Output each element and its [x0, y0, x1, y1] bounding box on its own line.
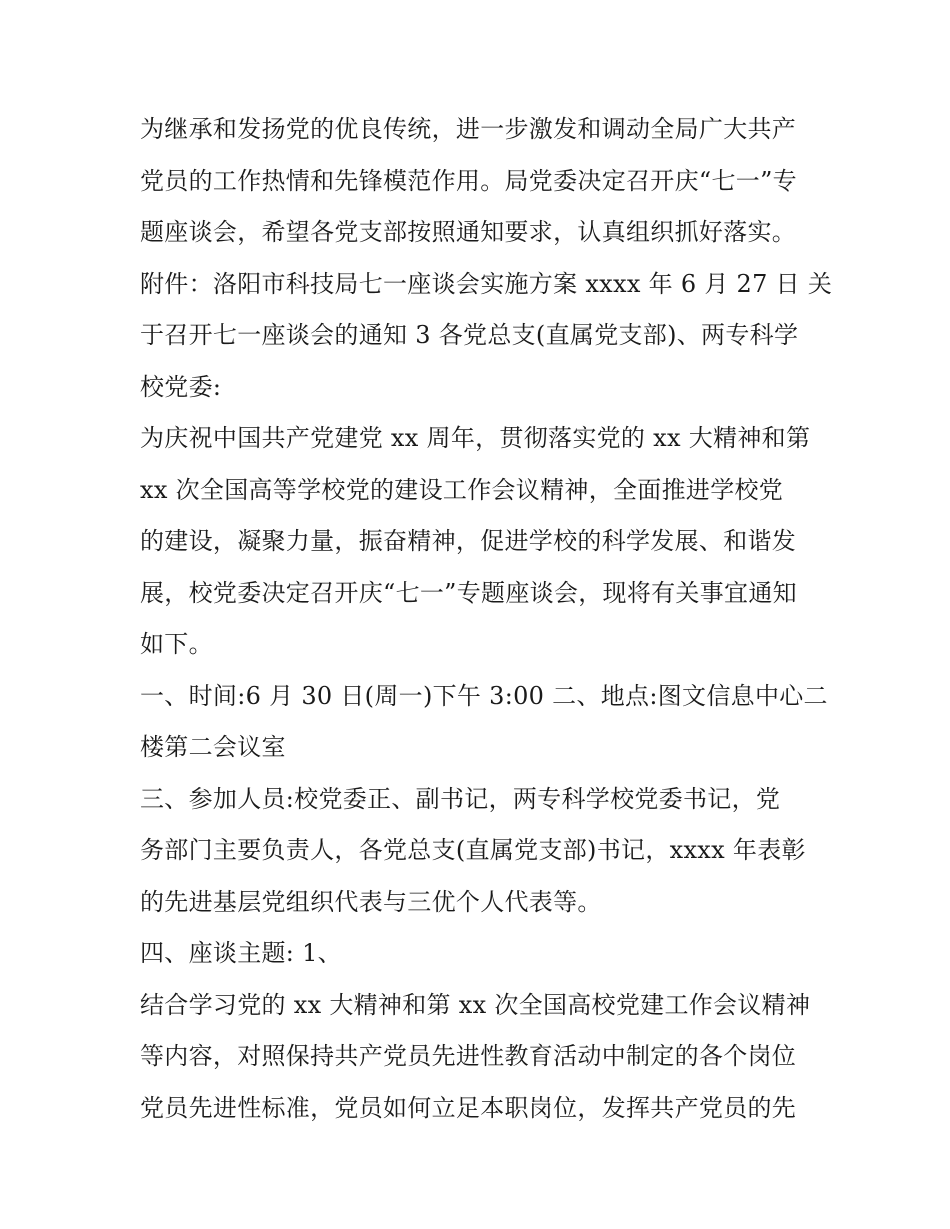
- text-line: 结合学习党的 xx 大精神和第 xx 次全国高校党建工作会议精神: [140, 990, 811, 1019]
- text-line: 于召开七一座谈会的通知 3 各党总支(直属党支部)、两专科学: [140, 321, 799, 349]
- text-line: 等内容，对照保持共产党员先进性教育活动中制定的各个岗位: [140, 1042, 797, 1070]
- text-line: 为庆祝中国共产党建党 xx 周年，贯彻落实党的 xx 大精神和第: [140, 424, 811, 452]
- text-line: xx 次全国高等学校党的建设工作会议精神，全面推进学校党: [140, 475, 784, 504]
- text-line: 务部门主要负责人，各党总支(直属党支部)书记，xxxx 年表彰: [140, 836, 806, 864]
- text-line: 党员先进性标准，党员如何立足本职岗位，发挥共产党员的先: [140, 1093, 797, 1122]
- document-body: [140, 104, 833, 1134]
- text-line: 三、参加人员:校党委正、副书记，两专科学校党委书记，党: [140, 784, 781, 813]
- text-line: 四、座谈主题: 1、: [140, 939, 342, 967]
- text-line: 党员的工作热情和先锋模范作用。局党委决定召开庆“七一”专: [140, 166, 797, 195]
- text-line: 的先进基层党组织代表与三优个人代表等。: [140, 887, 602, 916]
- text-line: 展，校党委决定召开庆“七一”专题座谈会，现将有关事宜通知: [140, 578, 797, 607]
- text-line: 楼第二会议室: [140, 733, 286, 761]
- text-line: 为继承和发扬党的优良传统，进一步激发和调动全局广大共产: [140, 115, 797, 143]
- text-line: 附件：洛阳市科技局七一座谈会实施方案 xxxx 年 6 月 27 日 关: [140, 269, 833, 298]
- text-line: 校党委:: [140, 372, 222, 401]
- text-line: 如下。: [140, 630, 213, 658]
- text-line: 的建设，凝聚力量，振奋精神，促进学校的科学发展、和谐发: [140, 527, 797, 555]
- text-line: 一、时间:6 月 30 日(周一)下午 3:00 二、地点:图文信息中心二: [140, 681, 828, 710]
- text-line: 题座谈会，希望各党支部按照通知要求，认真组织抓好落实。: [140, 218, 797, 246]
